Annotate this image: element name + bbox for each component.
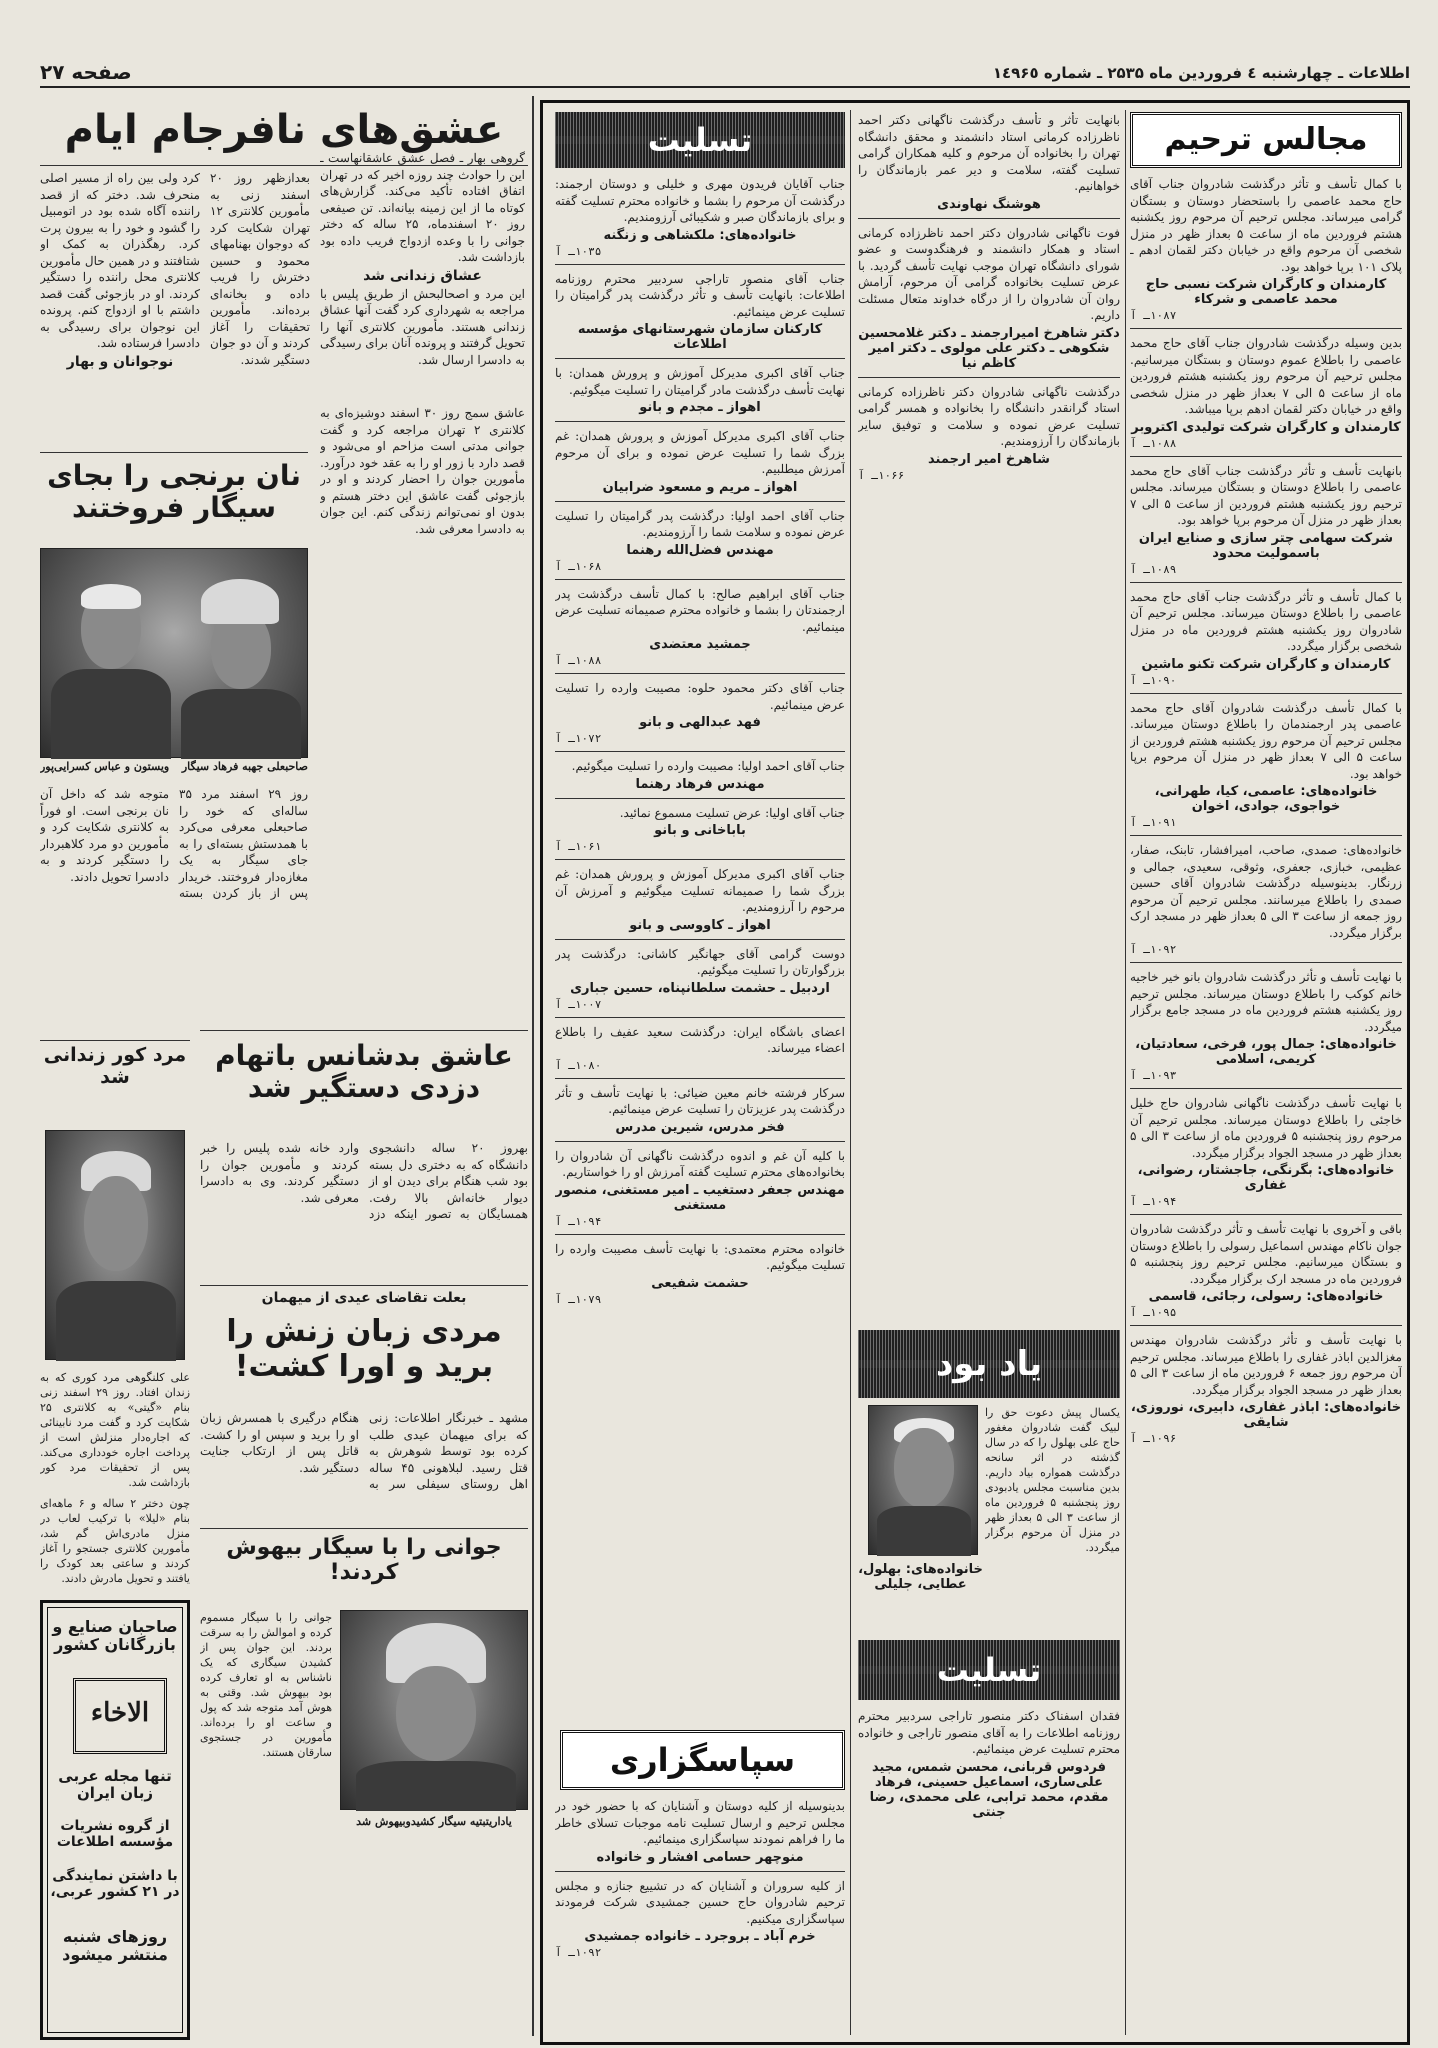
notice-signature: باباخانی و بانو (654, 823, 746, 838)
notice-text: خانواده محترم معتمدی: با نهایت تأسف مصیبت وارده را تسلیت میگوئیم. (555, 1241, 845, 1272)
notice-code: ۱۰۶۶ـ آ (858, 468, 905, 482)
zaban-body-text: مشهد ـ خبرنگار اطلاعات: زنی که برای میهمان عیدی طلب کرده بود توسط شوهرش به قتل رسید. لبلاهونی ۴۵ ساله اهل روستای سیفلی سر به هنگام درگیری با همسرش زبان او را برید و سپس او را کشت. قاتل پس از ارتکاب جنایت دستگیر شد. (200, 1411, 528, 1491)
notice-signature: کارمندان و کارگران شرکت تولیدی اکتروبر (1131, 419, 1401, 435)
notice-signature: منوچهر حسامی افشار و خانواده (596, 1849, 804, 1865)
column-divider (532, 96, 534, 2036)
notice-code: ۱۰۹۲ـ آ (1130, 943, 1177, 956)
eshgh-subhead: نوجوانان و بهار (66, 353, 174, 370)
notice-text: سرکار فرشته خانم معین ضیائی: با نهایت تأسف و تأثر درگذشت پدر عزیزتان را تسلیت عرض مینمائیم. (555, 1085, 845, 1116)
notice-signature: هوشنگ نهاوندی (937, 196, 1041, 212)
section-majales: مجالس ترحیم (1130, 112, 1402, 168)
eshgh-body: گروهی بهار ـ فصل عشق عاشقانهاست ـ این را حوادث چند روزه اخیر که در تهران اتفاق افتاده تأکید می‌کند. گزارش‌های کوتاه ما از این زمینه بیانه‌اند. تن صیفعی روز ۲۰ اسفندماه، ۲۵ ساله که دختر جوانی را با وعده ازدواج فریب داده بود بازداشت شد. (320, 151, 525, 264)
notice-text: خانواده‌های: صمدی، صاحب، امیرافشار، تابنک، صفار، عظیمی، خبازی، جعفری، وثوقی، سعیدی، جمالی و زرنگار. بدینوسیله درگذشت شادروان آقای حسین صمدی را باطلاع میرسانند. مجلس ترحیم آن مرحوم روز جمعه از ساعت ۳ الی ۵ بعداز ظهر در مسجد ارک برگزار میگردد. (1130, 843, 1402, 940)
notice-text: اعضای باشگاه ایران: درگذشت سعید عفیف را باطلاع اعضاء میرساند. (555, 1024, 845, 1055)
middle-column-upper (858, 112, 1120, 1322)
eshgh-column-lower (320, 405, 525, 805)
notice-code: ۱۰۹۶ـ آ (1130, 1432, 1177, 1445)
zaban-kicker: بعلت تقاضای عیدی از میهمان (261, 1290, 467, 1306)
notices-column-divider (850, 110, 851, 2035)
notice-code: ۱۰۹۱ـ آ (1130, 816, 1177, 829)
notice-code: ۱۰۹۳ـ آ (1130, 1069, 1177, 1082)
notice-text: بدینوسیله از کلیه دوستان و آشنایان که با حضور خود در مجلس ترحیم و ارسال تسلیت نامه موجبات تسلای خاطر ما را فراهم نمودند سپاسگزاری مینمائیم. (555, 1799, 845, 1846)
notice-signature: اهواز ـ مریم و مسعود ضرابیان (602, 479, 798, 495)
notice-text: درگذشت ناگهانی شادروان دکتر ناظرزاده کرمانی استاد گرانقدر دانشگاه را بخانواده و همسر گرامی تسلیت عرض نموده و سلامت و توفیق سایر بازماندگان را آرزومندیم. (858, 384, 1120, 448)
section-tasliat-bottom: تسلیت (858, 1640, 1120, 1700)
notice-text: جناب آقای اکبری مدیرکل آموزش و پرورش همدان: با نهایت تأسف درگذشت مادر گرامیتان را تسلیت میگوئیم. (555, 366, 845, 397)
eshgh-column-right (320, 150, 525, 400)
tasliat-column (555, 176, 845, 1721)
notice-signature: کارمندان و کارگران شرکت نسبی حاج محمد عاصمی و شرکاء (1145, 277, 1387, 307)
notice-text: جناب آقای منصور تاراجی سردبیر محترم روزنامه اطلاعات: بانهایت تأسف و تأثر درگذشت پدر گرامیتان را تسلیت عرض مینمائیم. (555, 271, 845, 319)
notice-code: ۱۰۰۷ـ آ (555, 997, 602, 1011)
zaban-body (200, 1410, 528, 1520)
eshgh-column-left (40, 170, 200, 445)
notice-signature: شاهرخ امیر ارجمند (928, 451, 1050, 467)
dozd-body-text: بهروز ۲۰ ساله دانشجوی دانشگاه که به دختری دل بسته بود شب هنگام برای دیدن او از دیوار خانه‌اش بالا رفت. همسایگان به تصور اینکه دزد وارد خانه شده پلیس را خبر کردند و مأمورین جوان را دستگیر کردند. وی به دادسرا معرفی شد. (200, 1141, 528, 1221)
notice-code: ۱۰۶۸ـ آ (555, 559, 602, 573)
divider (40, 452, 308, 453)
page-number: صفحه ۲۷ (40, 60, 132, 84)
notice-signature: مهندس فضل‌الله رهنما (626, 542, 774, 558)
mard-kur-body-text: علی کلنگوهی مرد کوری که به زندان افتاد. روز ۲۹ اسفند زنی بنام «گیتی» به کلانتری ۲۵ شکایت کرد و گفت مرد نابینائی که اجاره‌دار منزلش است از پرداخت اجاره خودداری می‌کند. پس از تحقیقات مرد کور بازداشت شد. (40, 1371, 190, 1489)
nan-body-text: روز ۲۹ اسفند مرد ۳۵ ساله‌ای که خود را صاحبعلی معرفی می‌کرد با همدستش بسته‌ای را به جای سیگار به یک مغازه‌دار فروختند. خریدار پس از باز کردن بسته متوجه شد که داخل آن نان برنجی است. او فوراً به کلانتری شکایت کرد و مأمورین دو مرد کلاهبردار را دستگیر کردند و به دادسرا تحویل دادند. (40, 787, 308, 900)
notice-text: با کمال تأسف و تأثر درگذشت شادروان جناب آقای حاج محمد عاصمی را باستحضار دوستان و بستگان گرامی میرساند. مجلس ترحیم آن مرحوم روز یکشنبه هشتم فروردین ماه از ساعت ۵ بعداز ظهر در منزل شخصی آن مرحوم واقع در خیابان دکتر لقمان ادهم ـ پلاک ۱۰۱ برپا خواهد بود. (1130, 177, 1402, 274)
section-yadbud: یاد بود (858, 1330, 1120, 1398)
majales-column (1130, 176, 1402, 2036)
divider (200, 1285, 528, 1286)
notice-text: جناب آقای اولیا: عرض تسلیت مسموع نمائید. (619, 805, 845, 820)
notice-text: بانهایت تأثر و تأسف درگذشت ناگهانی دکتر احمد ناظرزاده کرمانی استاد دانشمند و محقق دانشگاه تهران را بخانواده آن مرحوم و کلیه همکاران گرامی تسلیت گفته، سلامت و دیر عمر بازماندگان را خواهانیم. (858, 113, 1120, 193)
notice-signature: فهد عبدالهی و بانو (639, 715, 761, 730)
notice-code: ۱۰۹۵ـ آ (1130, 1306, 1177, 1319)
nan-caption-right: صاحبعلی جهبه فرهاد سیگار (181, 760, 308, 773)
jav-body-text: جوانی را با سیگار مسموم کرده و اموالش را به سرقت بردند. این جوان پس از کشیدن سیگاری که یک ناشناس به او تعارف کرده بود بیهوش شد. وقتی به هوش آمد متوجه شد که پول و ساعت او را برده‌اند. مأمورین در جستجوی سارقان هستند. (200, 1611, 332, 1759)
notices-column-divider (1125, 110, 1126, 2035)
yadbud-text (985, 1405, 1120, 1635)
notice-text: فوت ناگهانی شادروان دکتر احمد ناظرزاده کرمانی استاد و همکار دانشمند و فرهنگدوست و عضو شورای دانشگاه تهران موجب نهایت تأسف گردید. با عرض تسلیت بخانواده گرامی آن مرحوم، آرامش روان آن شادروان را از درگاه خداوند متعال مسئلت داریم. (858, 225, 1120, 322)
eshgh-body: عاشق سمج روز ۳۰ اسفند دوشیزه‌ای به کلانتری ۲ تهران مراجعه کرد و گفت جوانی مدتی است مزاحم او می‌شود و قصد دارد با زور او را به عقد خود درآورد. مأمورین جوان را احضار کردند و او در بازجوئی گفت عاشق این دختر هستم و بدون او نمی‌توانم زندگی کنم. این جوان به دادسرا معرفی شد. (320, 406, 525, 536)
notice-text: جناب آقایان فریدون مهری و خلیلی و دوستان ارجمند: درگذشت آن مرحوم را بشما و خانواده محترم تسلیت گفته و برای بازماندگان صبر و شکیبائی آرزومندیم. (555, 177, 845, 224)
sepas-text (555, 1798, 845, 2038)
notice-code: ۱۰۹۲ـ آ (555, 1946, 602, 1959)
ad-alakha (40, 1600, 190, 2040)
jav-photo (340, 1610, 528, 1810)
eshgh-body: این مرد و اصحالبحش از طریق پلیس با مراجعه به شهرداری کرد گفت آنها عشاق زندانی هستند. مأمورین کلانتری آنها را تحویل گرفتند و پرونده آنان برای رسیدگی به دادسرا ارسال شد. (320, 286, 525, 367)
ad-line4: با داشتن نمایندگی در ۲۱ کشور عربی، (50, 1868, 180, 1901)
notice-code: ۱۰۸۸ـ آ (555, 654, 602, 667)
notice-signature: فردوس قربانی، محسن شمس، مجید علی‌ساری، اسماعیل حسینی، فرهاد مقدم، محمد ترابی، علی محمدی، رضا جنتی (869, 1759, 1109, 1820)
page-header (40, 60, 1410, 88)
notice-text: با نهایت تأسف و تأثر درگذشت شادروان بانو خیر خاجیه خانم کوکب را باطلاع دوستان میرساند. مجلس ترحیم روز یکشنبه هشتم فروردین ماه در مسجد جامع برگزار میگردد. (1130, 970, 1402, 1034)
notice-signature: کارمندان و کارگران شرکت تکنو ماشین (1141, 656, 1391, 672)
notice-text: فقدان اسفناک دکتر منصور تاراجی سردبیر محترم روزنامه اطلاعات را به آقای منصور تاراجی و خانواده محترم تسلیت عرض مینمائیم. (858, 1709, 1120, 1756)
yadbud-signature: خانواده‌های: بهلول، عطایی، جلیلی (858, 1562, 983, 1592)
dozd-body (200, 1140, 528, 1270)
notice-signature: خانواده‌های: بگرنگی، جاجشتار، رضوانی، غفاری (1137, 1163, 1395, 1193)
notice-signature: فخر مدرس، شیرین مدرس (615, 1119, 785, 1135)
notice-text: با نهایت تأسف و تأثر درگذشت شادروان مهندس مغزالدین اباذر غفاری را باطلاع میرساند. مجلس ترحیم آن مرحوم روز جمعه ۶ فروردین ماه از ساعت ۳ الی ۵ بعداز ظهر در مسجد الجواد برگزار میگردد. (1130, 1333, 1402, 1397)
eshgh-subhead: عشاق زندانی شد (363, 267, 482, 284)
notice-code: ۱۰۸۸ـ آ (1130, 436, 1177, 450)
notice-signature: خانواده‌های: جمال پور، فرخی، سعادتیان، کریمی، اسلامی (1135, 1037, 1397, 1067)
nan-captions (40, 760, 308, 784)
eshgh-column-middle (210, 170, 310, 445)
yadbud-photo (868, 1405, 978, 1555)
notice-signature: مهندس جعفر دستغیب ـ امیر مستغنی، منصور مستغنی (555, 1182, 845, 1213)
notice-text: جناب آقای اکبری مدیرکل آموزش و پرورش همدان: غم بزرگ شما را صمیمانه تسلیت میگوئیم و آمرزش آن مرحوم را آرزومندیم. (555, 867, 845, 914)
mard-kur-body (40, 1370, 190, 1590)
notice-code: ۱۰۳۵ـ آ (555, 244, 602, 258)
nan-caption-left: ویستون و عباس کسرایی‌پور (40, 760, 170, 773)
mard-kur-note: چون دختر ۲ ساله و ۶ ماهه‌ای بنام «لیلا» با ترکیب لعاب در منزل مادری‌اش گم شد، مأمورین کلانتری جستجو را آغاز کردند و ساعتی بعد کودک را یافتند و تحویل مادرش دادند. (40, 1497, 190, 1585)
notice-text: با کمال تأسف درگذشت شادروان آقای حاج محمد عاصمی پدر ارجمندمان را باطلاع دوستان میرساند. مجلس ترحیم آن مرحوم روز یکشنبه هشتم فروردین از ساعت ۵ الی ۷ بعداز ظهر در منزل آن مرحوم برپا خواهد بود. (1130, 700, 1402, 781)
divider (200, 1528, 528, 1529)
section-sepas: سپاسگزاری (560, 1730, 845, 1790)
eshgh-body: بعدازظهر روز ۲۰ اسفند زنی به مأمورین کلانتری ۱۲ تهران شکایت کرد که دوجوان بهنامهای محمود و حسین دخترش را فریب داده و بخانه‌ای برده‌اند. مأمورین تحقیقات را آغاز کردند و آن دو جوان دستگیر شدند. (210, 171, 310, 367)
notice-code: ۱۰۸۰ـ آ (555, 1058, 602, 1072)
notice-code: ۱۰۹۴ـ آ (555, 1214, 602, 1228)
notice-code: ۱۰۹۴ـ آ (1130, 1195, 1177, 1208)
notice-code: ۱۰۹۰ـ آ (1130, 673, 1177, 687)
headline-dozd: عاشق بدشانس باتهام دزدی دستگیر شد (215, 1040, 513, 1105)
notice-code: ۱۰۸۹ـ آ (1130, 562, 1177, 576)
ad-line5: روزهای شنبه منتشر میشود (62, 1927, 168, 1965)
nan-photo (40, 548, 308, 758)
notice-signature: جمشید معتضدی (649, 637, 751, 652)
eshgh-body: کرد ولی بین راه از مسیر اصلی منحرف شد. دختر که از قصد راننده آگاه شده بود در اتومبیل را گشود و خود را به بیرون پرت کرد. رهگذران به کمک او شتافتند و در همین حال مأمورین کلانتری محل راننده را دستگیر کردند. او در بازجوئی گفت قصد داشتم با او ازدواج کنم. پرونده این نوجوان برای رسیدگی به دادسرا فرستاده شد. (40, 171, 200, 350)
notice-signature: خانواده‌های: عاصمی، کیا، طهرانی، خواجوی، جوادی، اخوان (1154, 784, 1378, 814)
ad-line3: از گروه نشریات مؤسسه اطلاعات (56, 1818, 174, 1851)
headline-eshgh: عشق‌های نافرجام ایام (64, 107, 504, 153)
yadbud-body: یکسال پیش دعوت حق را لبیک گفت شادروان مغفور حاج علی بهلول را که در سال گذشته در اثر سانحه درگذشت همواره بیاد داریم. بدین مناسبت مجلس یادبودی روز پنجشنبه ۵ فروردین ماه از ساعت ۳ الی ۵ بعداز ظهر در منزل آن مرحوم برگزار میگردد. (985, 1406, 1120, 1554)
headline-zaban: مردی زبان زنش را برید و اورا کشت! (226, 1315, 502, 1384)
ad-line2: تنها مجله عربی زبان ایران (58, 1767, 172, 1803)
notice-signature: خانواده‌های: ملکشاهی و زنگنه (603, 227, 797, 243)
notice-text: با نهایت تأسف درگذشت ناگهانی شادروان حاج خلیل خاجئی را باطلاع دوستان میرساند. مجلس ترحیم آن مرحوم روز پنجشنبه ۵ فروردین ماه از ساعت ۳ الی ۵ بعداز ظهر در مسجد الجواد برگزار میگردد. (1130, 1096, 1402, 1160)
publication-line: اطلاعات ـ چهارشنبه ٤ فروردین ماه ۲۵۳۵ ـ شماره ۱٤۹۶٥ (992, 64, 1410, 82)
headline-jav: جوانی را با سیگار بیهوش کردند! (226, 1535, 502, 1586)
notice-text: از کلیه سروران و آشنایان که در تشییع جنازه و مجلس ترحیم شادروان حاج حسین جمشیدی شرکت فرمودند سپاسگزاری میکنیم. (555, 1878, 845, 1926)
jav-caption: یاداریتبتیه سیگار کشیدوبیهوش شد (356, 1815, 512, 1828)
notice-text: بانهایت تأسف و تأثر درگذشت جناب آقای حاج محمد عاصمی را باطلاع دوستان و بستگان میرساند. مجلس ترحیم روز یکشنبه هشتم فروردین از ساعت ۵ الی ۷ بعداز ظهر در منزل آن مرحوم برپا خواهد بود. (1130, 463, 1402, 527)
notice-signature: خانواده‌های: اباذر غفاری، دابیری، نوروزی، شایقی (1130, 1400, 1402, 1430)
notice-signature: خرم آباد ـ بروجرد ـ خانواده جمشیدی (584, 1929, 816, 1944)
divider (200, 1030, 528, 1031)
notice-signature: اهواز ـ کاووسی و بانو (629, 917, 771, 933)
notice-text: جناب آقای دکتر محمود حلوه: مصیبت وارده را تسلیت عرض مینمائیم. (555, 681, 845, 712)
notice-signature: شرکت سهامی چتر سازی و صنایع ایران باسمولیت محدود (1138, 530, 1394, 561)
notice-text: با کلیه آن غم و اندوه درگذشت ناگهانی آن شادروان را بخانواده‌های محترم تسلیت گفته آمرزش او را خواستاریم. (555, 1148, 845, 1179)
jav-body (200, 1610, 332, 1850)
headline-mard-kur: مرد کور زندانی شد (43, 1045, 187, 1088)
section-tasliat-top: تسلیت (555, 112, 845, 168)
nan-body (40, 786, 308, 1034)
notice-text: باقی و آخروی با نهایت تأسف و تأثر درگذشت شادروان جوان ناکام مهندس اسماعیل رسولی را باطلاع دوستان و بستگان میرسانیم. مجلس ترحیم روز پنجشنبه ۵ فروردین ماه در مسجد ارک برگزار میگردد. (1130, 1222, 1402, 1286)
ad-logo: الاخاء (73, 1678, 167, 1754)
notice-text: دوست گرامی آقای جهانگیر کاشانی: درگذشت پدر بزرگوارتان را تسلیت میگوئیم. (555, 946, 845, 977)
notice-code: ۱۰۶۱ـ آ (555, 840, 602, 853)
notice-signature: مهندس فرهاد رهنما (635, 776, 765, 792)
headline-nan: نان برنجی را بجای سیگار فروختند (47, 460, 301, 525)
notice-text: بدین وسیله درگذشت شادروان جناب آقای حاج محمد عاصمی را باطلاع عموم دوستان و بستگان میرسانیم. مجلس ترحیم آن مرحوم روز یکشنبه هشتم فروردین ماه از ساعت ۵ الی ۷ بعداز ظهر در منزل شخصی واقع در خیابان دکتر لقمان ادهم برپا میباشد. (1130, 336, 1402, 416)
notice-text: جناب آقای اکبری مدیرکل آموزش و پرورش همدان: غم بزرگ شما را تسلیت عرض نموده و برای آن مرحوم آمرزش میطلبیم. (555, 429, 845, 476)
notice-code: ۱۰۷۹ـ آ (555, 1292, 602, 1306)
notice-text: با کمال تأسف و تأثر درگذشت جناب آقای حاج محمد عاصمی را باطلاع دوستان میرساند. مجلس ترحیم آن شادروان روز یکشنبه هشتم فروردین ماه در منزل شخصی برگزار میگردد. (1130, 589, 1402, 653)
notice-signature: کارکنان سازمان شهرستانهای مؤسسه اطلاعات (577, 322, 823, 352)
divider (40, 1040, 190, 1041)
notice-code: ۱۰۸۷ـ آ (1130, 309, 1177, 322)
notice-signature: دکتر شاهرخ امیرارجمند ـ دکتر غلامحسین شکوهی ـ دکتر علی مولوی ـ دکتر امیر کاظم نیا (858, 325, 1120, 371)
notice-code: ۱۰۷۲ـ آ (555, 732, 602, 745)
notice-signature: خانواده‌های: رسولی، رجائی، قاسمی (1148, 1289, 1384, 1304)
notice-signature: اردبیل ـ حشمت سلطانپناه، حسین جباری (570, 980, 830, 996)
ad-line1: صاحبان صنایع و بازرگانان کشور (52, 1617, 178, 1655)
notice-text: جناب آقای ابراهیم صالح: با کمال تأسف درگذشت پدر ارجمندتان را بشما و خانواده محترم صمیمانه تسلیت عرض مینمائیم. (555, 586, 845, 634)
notice-signature: اهواز ـ مجدم و بانو (639, 400, 761, 415)
notice-signature: حشمت شفیعی (651, 1275, 749, 1291)
mard-kur-photo (45, 1130, 185, 1360)
notice-text: جناب آقای احمد اولیا: درگذشت پدر گرامیتان را تسلیت عرض نموده و سلامت شما را آرزومندیم. (555, 508, 845, 539)
tasliat-bottom-text (858, 1708, 1120, 2038)
notice-text: جناب آقای احمد اولیا: مصیبت وارده را تسلیت میگوئیم. (571, 759, 845, 773)
